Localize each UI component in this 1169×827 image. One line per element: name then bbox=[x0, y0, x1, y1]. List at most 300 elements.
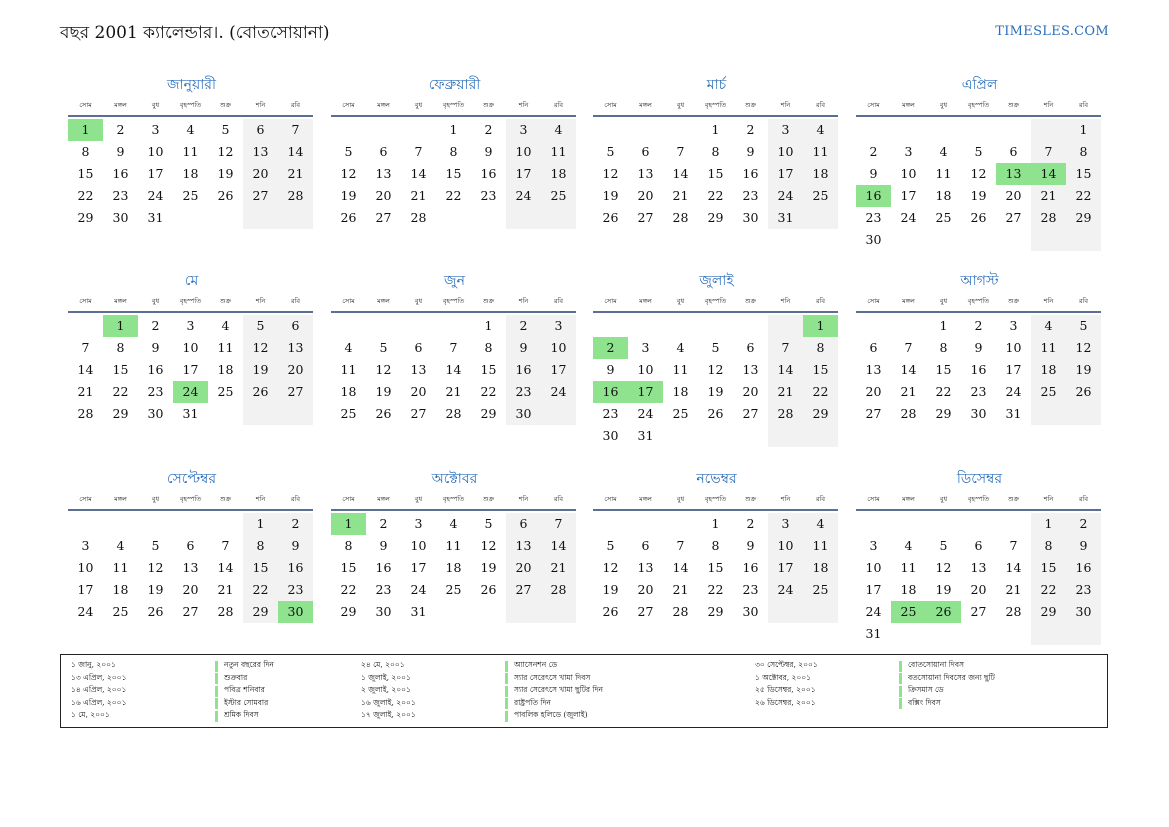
week-row bbox=[593, 535, 840, 557]
day-cell: 5 bbox=[939, 538, 948, 553]
day-cell: 28 bbox=[1031, 207, 1066, 229]
month-name: জানুয়ারী bbox=[167, 77, 216, 93]
holiday-name: স্যার সেরেৎসে খামা ছুটির দিন bbox=[514, 685, 603, 695]
weekday-label: মঙ্গল bbox=[902, 296, 915, 305]
empty-cell bbox=[891, 229, 926, 251]
day-cell: 30 bbox=[970, 406, 987, 421]
day-cell: 8 bbox=[344, 538, 353, 553]
day-cell: 10 bbox=[182, 340, 199, 355]
day-cell: 6 bbox=[379, 144, 388, 159]
day-cell: 28 bbox=[77, 406, 94, 421]
day-cell: 28 bbox=[672, 604, 689, 619]
day-cell: 30 bbox=[375, 604, 392, 619]
weekday-header bbox=[68, 490, 315, 508]
empty-cell bbox=[208, 207, 243, 229]
empty-cell bbox=[663, 425, 698, 447]
weekday-label: সোম bbox=[342, 494, 355, 503]
day-cell: 21 bbox=[1005, 582, 1022, 597]
week-row bbox=[331, 163, 578, 185]
day-cell: 4 bbox=[186, 122, 195, 137]
empty-cell bbox=[856, 315, 891, 337]
week-row bbox=[68, 601, 315, 623]
weekday-label: মঙ্গল bbox=[902, 100, 915, 109]
day-cell: 10 bbox=[900, 166, 917, 181]
weekday-label: মঙ্গল bbox=[902, 494, 915, 503]
day-cell: 7 bbox=[676, 144, 685, 159]
day-cell: 3 bbox=[186, 318, 195, 333]
day-cell: 14 bbox=[410, 166, 427, 181]
day-cell: 23 bbox=[112, 188, 129, 203]
day-cell: 18 bbox=[935, 188, 952, 203]
weekday-label: বৃহস্পতি bbox=[704, 494, 727, 503]
empty-cell bbox=[768, 601, 803, 623]
day-cell: 16 bbox=[856, 185, 891, 207]
day-cell: 20 bbox=[637, 582, 654, 597]
month-calendar bbox=[68, 468, 315, 623]
empty-cell bbox=[541, 207, 576, 229]
empty-cell bbox=[506, 601, 541, 623]
holiday-date: ১ জানু, ২০০১ bbox=[71, 660, 116, 670]
day-cell: 24 bbox=[768, 579, 803, 601]
week-row bbox=[68, 315, 315, 337]
day-cell: 1 bbox=[68, 119, 103, 141]
day-cell: 19 bbox=[243, 359, 278, 381]
weekday-label: শুক্র bbox=[744, 494, 757, 503]
day-cell: 16 bbox=[375, 560, 392, 575]
day-cell: 12 bbox=[970, 166, 987, 181]
weekday-header bbox=[856, 96, 1103, 114]
empty-cell bbox=[366, 315, 401, 337]
week-row bbox=[68, 119, 315, 141]
week-row bbox=[593, 141, 840, 163]
month-name: মার্চ bbox=[706, 77, 727, 93]
empty-cell bbox=[1066, 229, 1101, 251]
day-cell: 9 bbox=[869, 166, 878, 181]
site-link[interactable]: TIMESLES.COM bbox=[995, 24, 1109, 39]
day-cell: 21 bbox=[672, 582, 689, 597]
day-cell: 15 bbox=[935, 362, 952, 377]
weekday-label: বুধ bbox=[151, 296, 160, 305]
day-cell: 1 bbox=[243, 513, 278, 535]
day-cell: 5 bbox=[151, 538, 160, 553]
weekday-label: মঙ্গল bbox=[377, 100, 390, 109]
day-cell: 27 bbox=[410, 406, 427, 421]
holiday-date: ৩০ সেপ্টেম্বর, ২০০১ bbox=[755, 660, 818, 670]
day-cell: 23 bbox=[602, 406, 619, 421]
week-row bbox=[593, 337, 840, 359]
day-cell: 16 bbox=[742, 560, 759, 575]
day-cell: 7 bbox=[904, 340, 913, 355]
day-cell: 12 bbox=[707, 362, 724, 377]
day-cell: 3 bbox=[414, 516, 423, 531]
header-rule bbox=[593, 311, 838, 313]
day-cell: 2 bbox=[869, 144, 878, 159]
day-cell: 11 bbox=[541, 141, 576, 163]
weekday-label: সোম bbox=[867, 100, 880, 109]
day-cell: 27 bbox=[375, 210, 392, 225]
header-rule bbox=[68, 115, 313, 117]
legend-item bbox=[71, 710, 274, 723]
day-cell: 28 bbox=[672, 210, 689, 225]
legend-item bbox=[71, 685, 274, 698]
week-row bbox=[331, 119, 578, 141]
day-cell: 5 bbox=[484, 516, 493, 531]
legend-item bbox=[71, 698, 274, 711]
empty-cell bbox=[628, 315, 663, 337]
holiday-marker bbox=[505, 711, 508, 722]
weekday-label: রবি bbox=[815, 494, 826, 503]
month-name: জুলাই bbox=[699, 273, 734, 289]
day-cell: 8 bbox=[243, 535, 278, 557]
weekday-header bbox=[331, 292, 578, 310]
month-name: সেপ্টেম্বর bbox=[166, 471, 217, 487]
week-row bbox=[856, 141, 1103, 163]
weekday-label: বুধ bbox=[676, 100, 685, 109]
month-name: মে bbox=[184, 273, 199, 289]
day-cell: 20 bbox=[506, 557, 541, 579]
day-cell: 29 bbox=[77, 210, 94, 225]
day-cell: 11 bbox=[112, 560, 129, 575]
day-cell: 4 bbox=[449, 516, 458, 531]
day-cell: 26 bbox=[217, 188, 234, 203]
day-cell: 24 bbox=[541, 381, 576, 403]
holiday-name: বতসোয়ানা দিবসের জন্য ছুটি bbox=[908, 672, 995, 682]
empty-cell bbox=[436, 601, 471, 623]
day-cell: 27 bbox=[865, 406, 882, 421]
week-row bbox=[331, 579, 578, 601]
day-cell: 22 bbox=[77, 188, 94, 203]
empty-cell bbox=[1031, 623, 1066, 645]
day-cell: 7 bbox=[541, 513, 576, 535]
day-cell: 20 bbox=[970, 582, 987, 597]
day-cell: 22 bbox=[707, 188, 724, 203]
day-cell: 7 bbox=[221, 538, 230, 553]
empty-cell bbox=[103, 513, 138, 535]
weekday-label: শুক্র bbox=[482, 100, 495, 109]
day-cell: 10 bbox=[637, 362, 654, 377]
day-cell: 7 bbox=[676, 538, 685, 553]
day-cell: 21 bbox=[1031, 185, 1066, 207]
weekday-label: মঙ্গল bbox=[639, 100, 652, 109]
empty-cell bbox=[663, 513, 698, 535]
weekday-header bbox=[331, 490, 578, 508]
week-row bbox=[68, 513, 315, 535]
week-row bbox=[856, 163, 1103, 185]
day-cell: 1 bbox=[103, 315, 138, 337]
holiday-date: ১ মে, ২০০১ bbox=[71, 710, 110, 720]
day-cell: 25 bbox=[891, 601, 926, 623]
day-cell: 17 bbox=[628, 381, 663, 403]
empty-cell bbox=[698, 425, 733, 447]
day-cell: 23 bbox=[278, 579, 313, 601]
holiday-marker bbox=[215, 698, 218, 709]
day-cell: 13 bbox=[637, 560, 654, 575]
empty-cell bbox=[891, 513, 926, 535]
day-cell: 13 bbox=[410, 362, 427, 377]
day-cell: 2 bbox=[974, 318, 983, 333]
empty-cell bbox=[891, 315, 926, 337]
weekday-label: বুধ bbox=[676, 494, 685, 503]
day-cell: 7 bbox=[449, 340, 458, 355]
day-cell: 4 bbox=[344, 340, 353, 355]
day-cell: 29 bbox=[707, 604, 724, 619]
day-cell: 18 bbox=[672, 384, 689, 399]
day-cell: 10 bbox=[768, 535, 803, 557]
empty-cell bbox=[1031, 229, 1066, 251]
day-cell: 19 bbox=[147, 582, 164, 597]
weekday-label: বুধ bbox=[414, 296, 423, 305]
legend-column bbox=[71, 660, 274, 723]
day-cell: 30 bbox=[147, 406, 164, 421]
day-cell: 3 bbox=[1009, 318, 1018, 333]
day-cell: 2 bbox=[278, 513, 313, 535]
holiday-name: ইস্টার সোমবার bbox=[224, 697, 269, 707]
weekday-label: শুক্র bbox=[219, 296, 232, 305]
legend-item bbox=[755, 673, 995, 686]
month-name: এপ্রিল bbox=[961, 77, 998, 93]
week-row bbox=[856, 359, 1103, 381]
header-rule bbox=[68, 509, 313, 511]
day-cell: 27 bbox=[637, 604, 654, 619]
day-cell: 12 bbox=[480, 538, 497, 553]
empty-cell bbox=[68, 513, 103, 535]
weekday-label: সোম bbox=[342, 296, 355, 305]
day-cell: 31 bbox=[865, 626, 882, 641]
day-cell: 12 bbox=[217, 144, 234, 159]
day-cell: 18 bbox=[900, 582, 917, 597]
day-cell: 6 bbox=[243, 119, 278, 141]
day-cell: 24 bbox=[173, 381, 208, 403]
weekday-header bbox=[856, 490, 1103, 508]
weekday-label: শুক্র bbox=[482, 494, 495, 503]
day-cell: 3 bbox=[869, 538, 878, 553]
week-row bbox=[331, 535, 578, 557]
day-cell: 13 bbox=[970, 560, 987, 575]
day-cell: 2 bbox=[484, 122, 493, 137]
holiday-date: ১৭ জুলাই, ২০০১ bbox=[361, 710, 416, 720]
holiday-name: অ্যাসেনশন ডে bbox=[514, 660, 558, 670]
day-cell: 23 bbox=[506, 381, 541, 403]
legend-item bbox=[755, 660, 995, 673]
weekday-label: রবি bbox=[290, 494, 301, 503]
empty-cell bbox=[996, 119, 1031, 141]
week-row bbox=[856, 381, 1103, 403]
month-calendar bbox=[593, 468, 840, 623]
week-row bbox=[593, 207, 840, 229]
holiday-marker bbox=[215, 673, 218, 684]
weekday-label: সোম bbox=[604, 494, 617, 503]
day-cell: 8 bbox=[449, 144, 458, 159]
weekday-label: রবি bbox=[553, 100, 564, 109]
holiday-date: ২৫ ডিসেম্বর, ২০০১ bbox=[755, 685, 816, 695]
day-cell: 30 bbox=[865, 232, 882, 247]
day-cell: 13 bbox=[865, 362, 882, 377]
holiday-legend bbox=[60, 654, 1108, 728]
day-cell: 15 bbox=[707, 560, 724, 575]
holiday-name: শ্রমিক দিবস bbox=[224, 710, 259, 720]
day-cell: 15 bbox=[243, 557, 278, 579]
day-cell: 5 bbox=[379, 340, 388, 355]
month-name: জুন bbox=[444, 273, 465, 289]
empty-cell bbox=[68, 315, 103, 337]
day-cell: 18 bbox=[1031, 359, 1066, 381]
day-cell: 14 bbox=[672, 166, 689, 181]
empty-cell bbox=[243, 403, 278, 425]
day-cell: 7 bbox=[1031, 141, 1066, 163]
day-cell: 9 bbox=[116, 144, 125, 159]
weekday-label: সোম bbox=[79, 296, 92, 305]
legend-item bbox=[361, 660, 603, 673]
day-cell: 14 bbox=[445, 362, 462, 377]
holiday-date: ১৩ এপ্রিল, ২০০১ bbox=[71, 672, 127, 682]
weekday-label: সোম bbox=[604, 296, 617, 305]
week-row bbox=[68, 381, 315, 403]
empty-cell bbox=[1031, 403, 1066, 425]
legend-column bbox=[361, 660, 603, 723]
empty-cell bbox=[891, 623, 926, 645]
day-cell: 5 bbox=[974, 144, 983, 159]
day-cell: 22 bbox=[803, 381, 838, 403]
day-cell: 17 bbox=[900, 188, 917, 203]
week-row bbox=[593, 579, 840, 601]
day-cell: 9 bbox=[606, 362, 615, 377]
weekday-label: সোম bbox=[342, 100, 355, 109]
legend-column bbox=[755, 660, 995, 710]
week-row bbox=[593, 119, 840, 141]
week-row bbox=[331, 513, 578, 535]
empty-cell bbox=[733, 425, 768, 447]
day-cell: 26 bbox=[707, 406, 724, 421]
week-row bbox=[68, 403, 315, 425]
weekday-label: শুক্র bbox=[219, 100, 232, 109]
day-cell: 19 bbox=[602, 188, 619, 203]
weekday-label: মঙ্গল bbox=[377, 494, 390, 503]
weekday-label: বুধ bbox=[414, 494, 423, 503]
weekday-label: সোম bbox=[867, 494, 880, 503]
day-cell: 17 bbox=[1005, 362, 1022, 377]
day-cell: 5 bbox=[1066, 315, 1101, 337]
month-calendar bbox=[68, 270, 315, 425]
weekday-header bbox=[593, 292, 840, 310]
holiday-marker bbox=[215, 711, 218, 722]
day-cell: 3 bbox=[904, 144, 913, 159]
day-cell: 28 bbox=[768, 403, 803, 425]
page-title: বছর 2001 ক্যালেন্ডার।. (বোতসোয়ানা) bbox=[60, 23, 330, 43]
month-calendar bbox=[856, 270, 1103, 425]
legend-item bbox=[361, 685, 603, 698]
day-cell: 9 bbox=[746, 144, 755, 159]
day-cell: 29 bbox=[707, 210, 724, 225]
day-cell: 16 bbox=[1066, 557, 1101, 579]
day-cell: 22 bbox=[1031, 579, 1066, 601]
day-cell: 26 bbox=[480, 582, 497, 597]
empty-cell bbox=[436, 207, 471, 229]
day-cell: 4 bbox=[803, 119, 838, 141]
day-cell: 21 bbox=[278, 163, 313, 185]
day-cell: 26 bbox=[970, 210, 987, 225]
week-row bbox=[68, 185, 315, 207]
weekday-label: শনি bbox=[255, 100, 266, 109]
weekday-header bbox=[856, 292, 1103, 310]
day-cell: 18 bbox=[217, 362, 234, 377]
weekday-label: শুক্র bbox=[1007, 494, 1020, 503]
week-row bbox=[856, 403, 1103, 425]
empty-cell bbox=[541, 601, 576, 623]
header-rule bbox=[856, 311, 1101, 313]
empty-cell bbox=[996, 229, 1031, 251]
legend-item bbox=[361, 710, 603, 723]
week-row bbox=[593, 513, 840, 535]
day-cell: 15 bbox=[480, 362, 497, 377]
weekday-label: বৃহস্পতি bbox=[179, 494, 202, 503]
day-cell: 9 bbox=[278, 535, 313, 557]
empty-cell bbox=[593, 119, 628, 141]
day-cell: 10 bbox=[506, 141, 541, 163]
weekday-label: বুধ bbox=[676, 296, 685, 305]
day-cell: 27 bbox=[742, 406, 759, 421]
day-cell: 6 bbox=[746, 340, 755, 355]
month-name: নভেম্বর bbox=[696, 471, 737, 487]
day-cell: 7 bbox=[414, 144, 423, 159]
day-cell: 7 bbox=[278, 119, 313, 141]
day-cell: 10 bbox=[147, 144, 164, 159]
day-cell: 27 bbox=[970, 604, 987, 619]
day-cell: 26 bbox=[926, 601, 961, 623]
day-cell: 21 bbox=[410, 188, 427, 203]
empty-cell bbox=[471, 601, 506, 623]
empty-cell bbox=[803, 601, 838, 623]
month-name: ফেব্রুয়ারী bbox=[428, 77, 481, 93]
day-cell: 26 bbox=[243, 381, 278, 403]
day-cell: 20 bbox=[375, 188, 392, 203]
header-rule bbox=[593, 509, 838, 511]
weekday-label: বুধ bbox=[939, 296, 948, 305]
weekday-label: বুধ bbox=[939, 100, 948, 109]
day-cell: 18 bbox=[445, 560, 462, 575]
legend-item bbox=[71, 673, 274, 686]
day-cell: 28 bbox=[278, 185, 313, 207]
day-cell: 17 bbox=[768, 557, 803, 579]
empty-cell bbox=[926, 119, 961, 141]
week-row bbox=[593, 403, 840, 425]
month-calendar bbox=[593, 74, 840, 229]
day-cell: 1 bbox=[331, 513, 366, 535]
day-cell: 1 bbox=[711, 516, 720, 531]
day-cell: 1 bbox=[711, 122, 720, 137]
day-cell: 22 bbox=[445, 188, 462, 203]
day-cell: 5 bbox=[606, 538, 615, 553]
week-row bbox=[331, 185, 578, 207]
day-cell: 15 bbox=[445, 166, 462, 181]
day-cell: 8 bbox=[711, 144, 720, 159]
weekday-header bbox=[593, 490, 840, 508]
day-cell: 24 bbox=[147, 188, 164, 203]
week-row bbox=[331, 601, 578, 623]
day-cell: 14 bbox=[217, 560, 234, 575]
day-cell: 16 bbox=[147, 362, 164, 377]
holiday-name: ক্রিসমাস ডে bbox=[908, 685, 944, 695]
day-cell: 11 bbox=[803, 141, 838, 163]
weekday-label: শনি bbox=[1043, 100, 1054, 109]
weekday-label: বৃহস্পতি bbox=[704, 100, 727, 109]
day-cell: 8 bbox=[1031, 535, 1066, 557]
empty-cell bbox=[768, 315, 803, 337]
day-cell: 29 bbox=[935, 406, 952, 421]
day-cell: 23 bbox=[742, 188, 759, 203]
empty-cell bbox=[173, 207, 208, 229]
legend-item bbox=[755, 685, 995, 698]
day-cell: 29 bbox=[1031, 601, 1066, 623]
